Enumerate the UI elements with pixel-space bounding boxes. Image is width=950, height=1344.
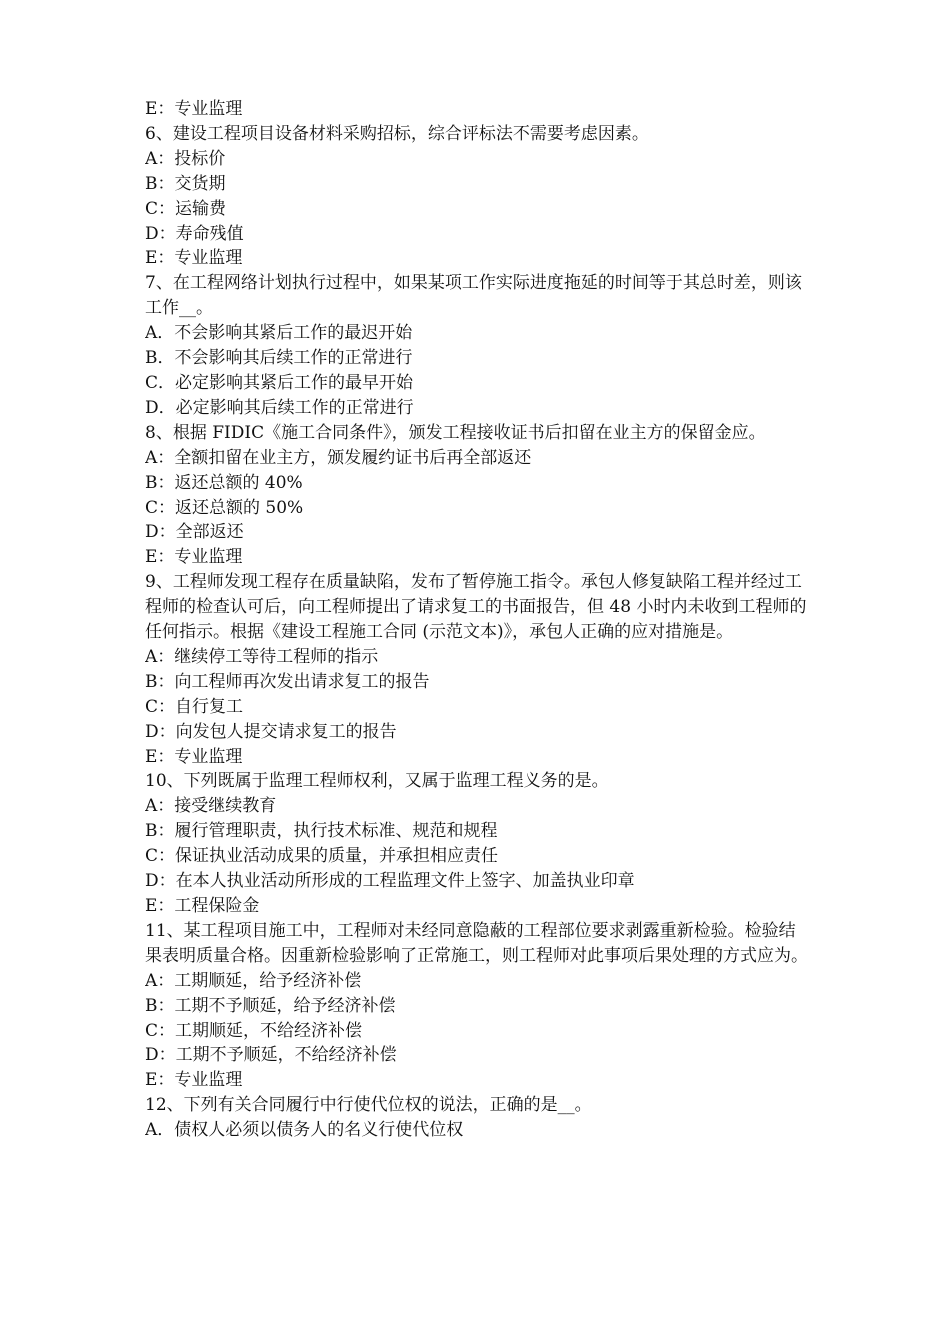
option-a: A：工期顺延，给予经济补偿 xyxy=(145,970,362,991)
question-10 xyxy=(145,769,809,918)
option-d: D：寿命残值 xyxy=(145,223,244,244)
option-d: D：向发包人提交请求复工的报告 xyxy=(145,721,397,742)
option-b: B：履行管理职责，执行技术标准、规范和规程 xyxy=(145,821,498,842)
option-a: A．债权人必须以债务人的名义行使代位权 xyxy=(145,1120,464,1141)
option-b: B：交货期 xyxy=(145,173,226,194)
question-12 xyxy=(145,1093,809,1143)
question-6 xyxy=(145,122,809,271)
option-c: C：工期顺延，不给经济补偿 xyxy=(145,1020,363,1041)
document-page xyxy=(145,97,809,1143)
question-stem: 10、下列既属于监理工程师权利，又属于监理工程义务的是。 xyxy=(145,771,609,792)
option-c: C：保证执业活动成果的质量，并承担相应责任 xyxy=(145,846,499,867)
question-stem: 12、下列有关合同履行中行使代位权的说法，正确的是__。 xyxy=(145,1095,592,1116)
option-a: A：继续停工等待工程师的指示 xyxy=(145,646,379,667)
option-e: E：专业监理 xyxy=(145,1070,243,1091)
option-d: D：工期不予顺延，不给经济补偿 xyxy=(145,1045,397,1066)
option-d: D：全部返还 xyxy=(145,522,244,543)
option-e: E：专业监理 xyxy=(145,746,243,767)
option-e: E：专业监理 xyxy=(145,547,243,568)
option-e: E：专业监理 xyxy=(145,248,243,269)
question-stem: 7、在工程网络计划执行过程中，如果某项工作实际进度拖延的时间等于其总时差，则该工作__。 xyxy=(145,273,802,319)
option-b: B：向工程师再次发出请求复工的报告 xyxy=(145,671,430,692)
option-d: D．必定影响其后续工作的正常进行 xyxy=(145,397,414,418)
question-stem: 6、建设工程项目设备材料采购招标，综合评标法不需要考虑因素。 xyxy=(145,123,649,144)
question-9 xyxy=(145,570,809,769)
question-7 xyxy=(145,271,809,420)
question-8 xyxy=(145,421,809,570)
question-stem: 9、工程师发现工程存在质量缺陷，发布了暂停施工指令。承包人修复缺陷工程并经过工程师的检查认可后，向工程师提出了请求复工的书面报告，但 48 小时内未收到工程师的任何指示。根据《建设工程施工合同 (示范文本)》，承包人正确的应对措施是。 xyxy=(145,572,807,643)
option-a: A：投标价 xyxy=(145,148,226,169)
question-stem: 8、根据 FIDIC《施工合同条件》，颁发工程接收证书后扣留在业主方的保留金应。 xyxy=(145,422,766,443)
option-c: C．必定影响其紧后工作的最早开始 xyxy=(145,372,414,393)
option-b: B：返还总额的 40% xyxy=(145,472,303,493)
option-e: E：专业监理 xyxy=(145,99,243,119)
option-c: C：运输费 xyxy=(145,198,227,219)
option-e: E：工程保险金 xyxy=(145,896,260,916)
option-b: B．不会影响其后续工作的正常进行 xyxy=(145,348,413,369)
option-a: A．不会影响其紧后工作的最迟开始 xyxy=(145,323,413,344)
question-11 xyxy=(145,919,809,1093)
option-a: A：接受继续教育 xyxy=(145,796,277,817)
option-c: C：返还总额的 50% xyxy=(145,497,304,518)
question-stem: 11、某工程项目施工中，工程师对未经同意隐蔽的工程部位要求剥露重新检验。检验结果表明质量合格。因重新检验影响了正常施工，则工程师对此事项后果处理的方式应为。 xyxy=(145,920,808,966)
option-b: B：工期不予顺延，给予经济补偿 xyxy=(145,995,396,1016)
option-c: C：自行复工 xyxy=(145,696,244,717)
option-d: D：在本人执业活动所形成的工程监理文件上签字、加盖执业印章 xyxy=(145,871,635,892)
option-a: A：全额扣留在业主方，颁发履约证书后再全部返还 xyxy=(145,447,532,468)
